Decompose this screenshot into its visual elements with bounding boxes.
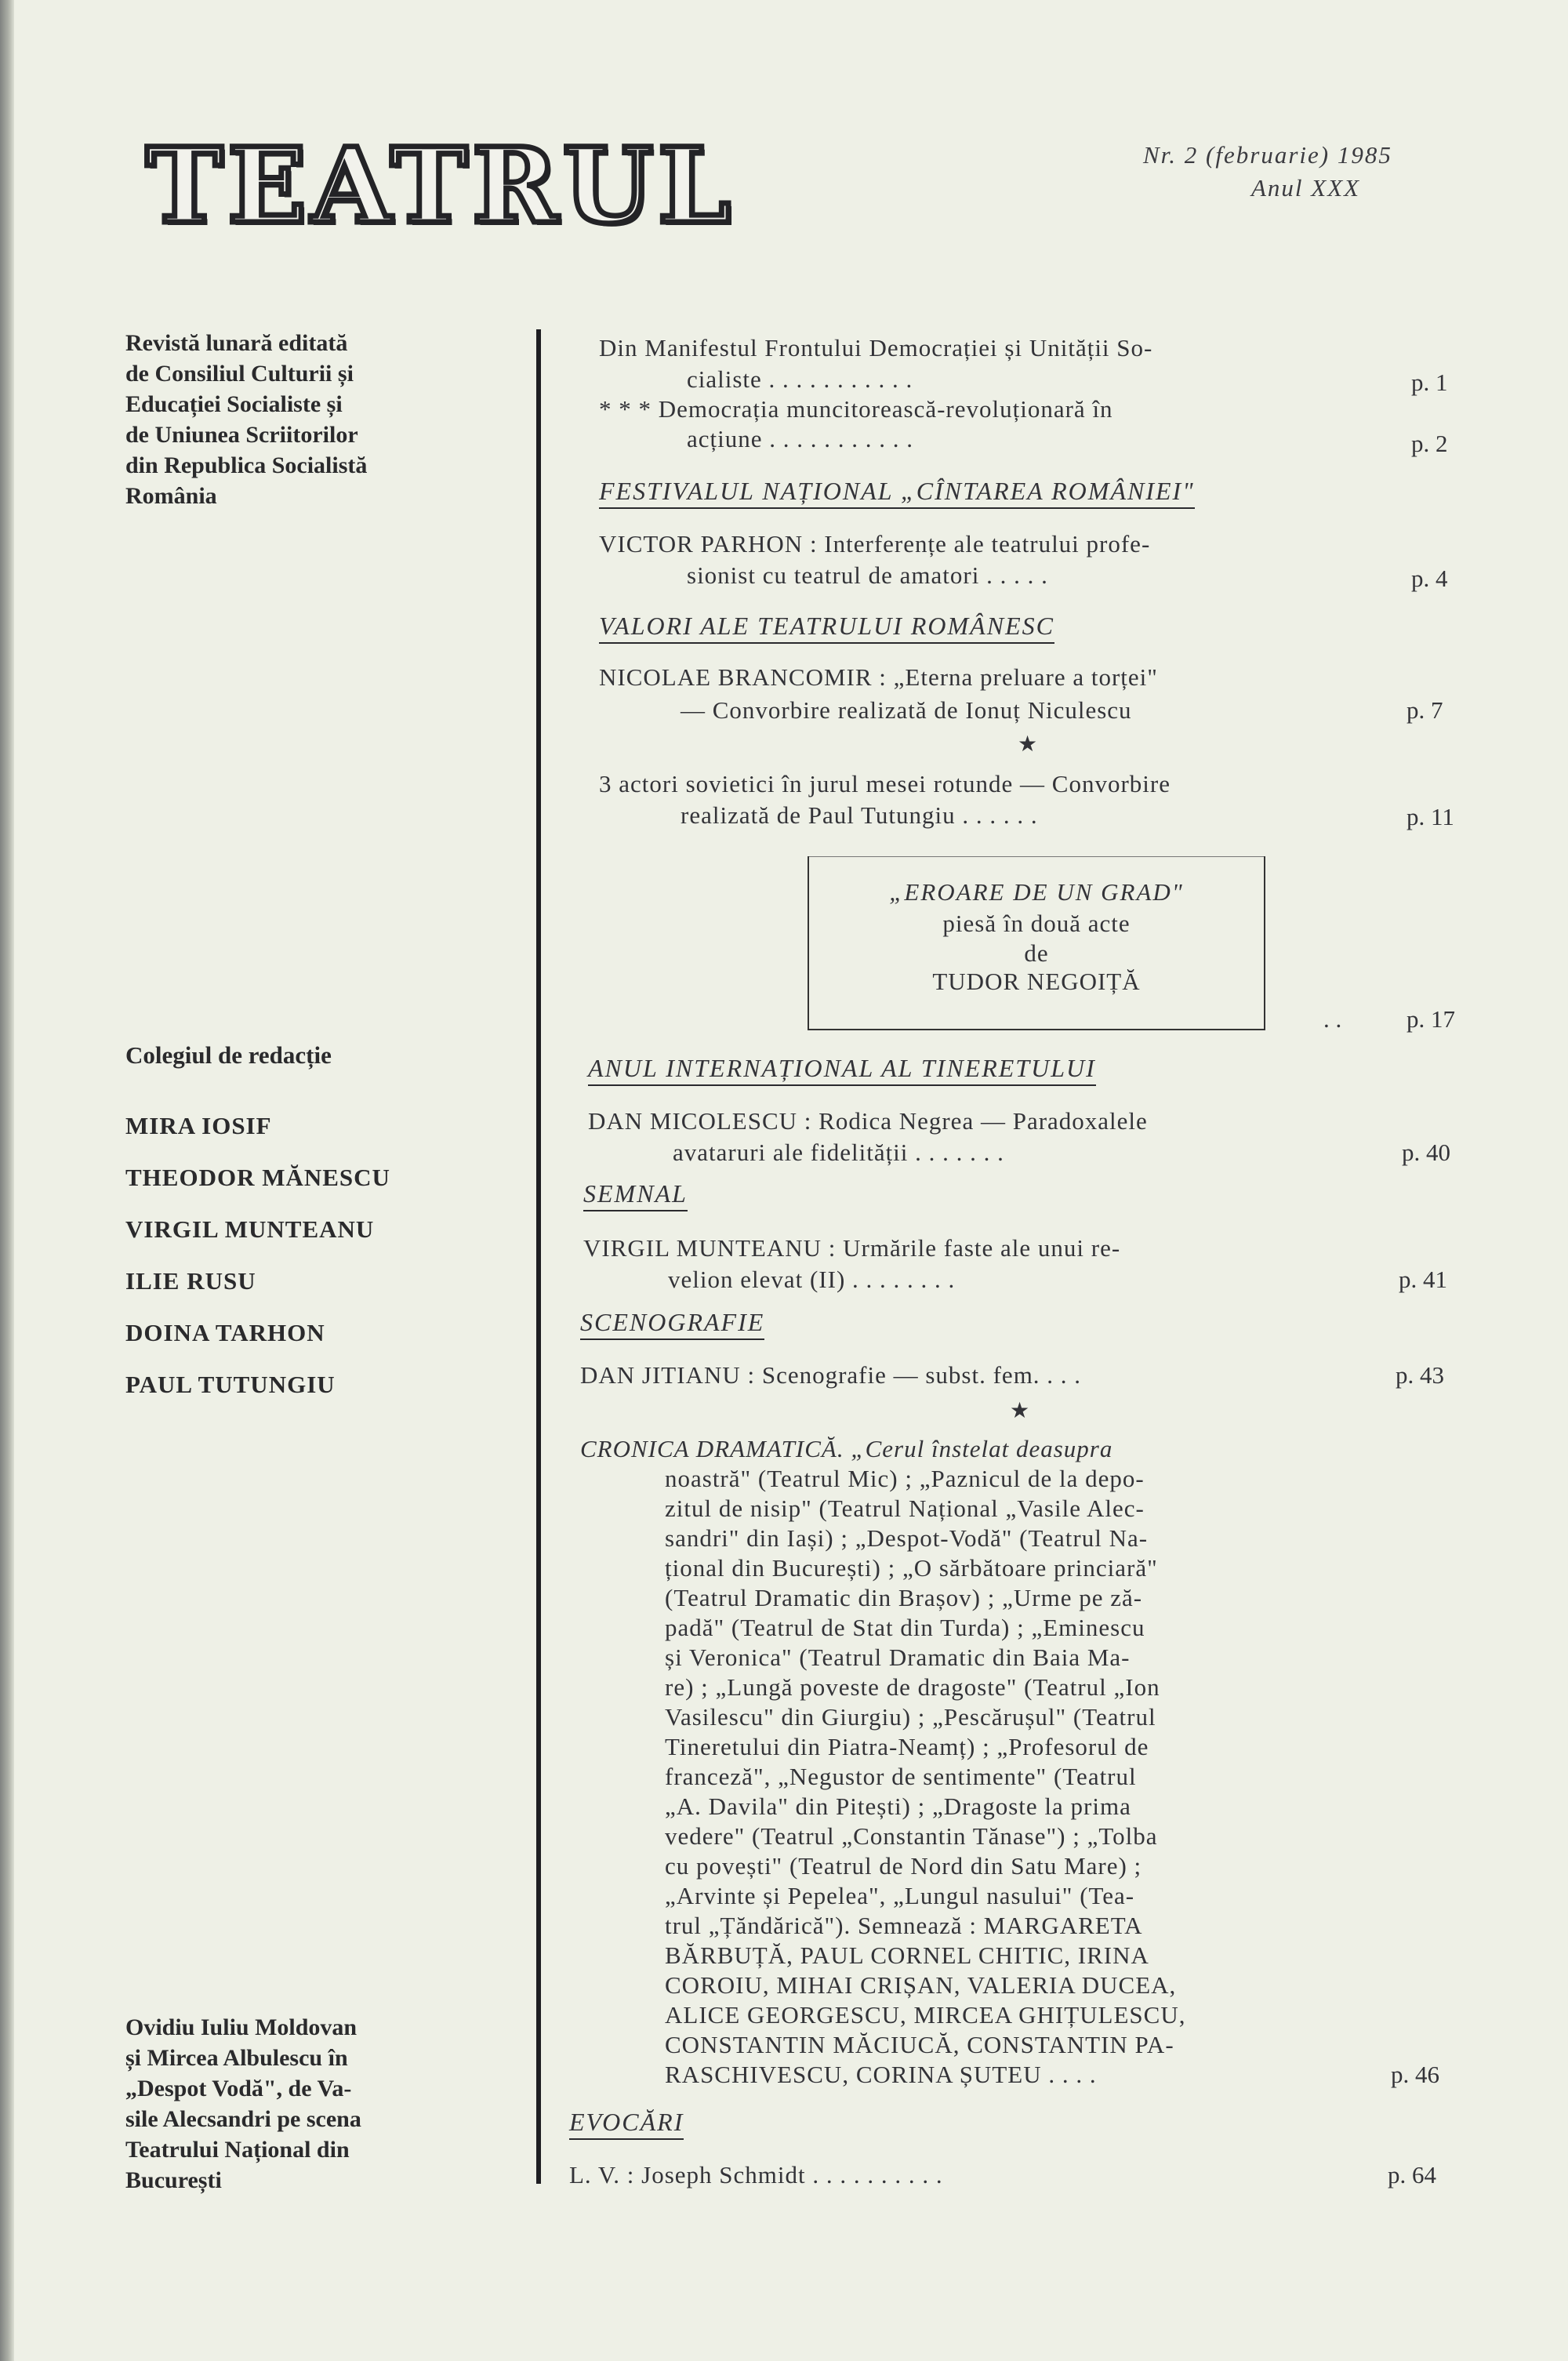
toc-entry-line: Vasilescu" din Giurgiu) ; „Pescărușul" (Teatrul — [665, 1703, 1156, 1731]
star-separator: ★ — [1010, 1399, 1030, 1423]
toc-page-number: p. 41 — [1399, 1266, 1447, 1293]
publisher-line: din Republica Socialistă — [125, 452, 368, 478]
toc-entry-line: RASCHIVESCU, CORINA ȘUTEU . . . . — [665, 2061, 1097, 2088]
section-heading: SEMNAL — [583, 1179, 688, 1211]
publisher-line: Revistă lunară editată — [125, 330, 348, 356]
publisher-line: Educației Socialiste și — [125, 391, 343, 417]
section-heading: SCENOGRAFIE — [580, 1308, 764, 1340]
publisher-line: de Consiliul Culturii și — [125, 361, 354, 387]
toc-entry-line: — Convorbire realizată de Ionuț Niculescu — [681, 696, 1132, 724]
toc-entry-line: 3 actori sovietici în jurul mesei rotunde — Convorbire — [599, 770, 1171, 797]
toc-entry-line: * * * Democrația muncitorească-revoluționară în — [599, 395, 1113, 423]
toc-entry-line: VIRGIL MUNTEANU : Urmările faste ale unui re- — [583, 1234, 1121, 1262]
box-top-rule — [809, 856, 1264, 857]
toc-page-number: p. 11 — [1406, 803, 1454, 830]
toc-entry-line: L. V. : Joseph Schmidt . . . . . . . . . . — [569, 2161, 943, 2188]
issue-year: Anul XXX — [1251, 174, 1361, 202]
toc-page-number: p. 2 — [1411, 430, 1448, 457]
toc-page-number: p. 7 — [1406, 696, 1443, 724]
toc-page-number: p. 40 — [1402, 1139, 1450, 1166]
publisher-line: de Uniunea Scriitorilor — [125, 422, 358, 448]
masthead-title: TEATRUL — [146, 125, 735, 247]
toc-entry-line: sionist cu teatrul de amatori . . . . . — [687, 561, 1048, 589]
play-by: de — [1024, 939, 1049, 967]
toc-entry-line: padă" (Teatrul de Stat din Turda) ; „Eminescu — [665, 1614, 1145, 1641]
toc-entry-line: avataruri ale fidelității . . . . . . . — [673, 1139, 1004, 1166]
toc-entry-line: zitul de nisip" (Teatrul Național „Vasile Alec- — [665, 1495, 1145, 1522]
section-heading: VALORI ALE TEATRULUI ROMÂNESC — [599, 612, 1054, 644]
toc-entry-line: BĂRBUȚĂ, PAUL CORNEL CHITIC, IRINA — [665, 1941, 1149, 1969]
editorial-board-list — [125, 1112, 517, 1422]
toc-entry-line: velion elevat (II) . . . . . . . . — [668, 1266, 956, 1293]
scan-edge — [0, 0, 14, 2361]
board-member: VIRGIL MUNTEANU — [125, 1215, 375, 1243]
toc-page-number: p. 46 — [1391, 2061, 1439, 2088]
toc-entry-line: acțiune . . . . . . . . . . . — [687, 425, 914, 452]
toc-entry-line: CONSTANTIN MĂCIUCĂ, CONSTANTIN PA- — [665, 2031, 1174, 2058]
section-heading: FESTIVALUL NAȚIONAL „CÎNTAREA ROMÂNIEI" — [599, 477, 1195, 509]
toc-entry-line: VICTOR PARHON : Interferențe ale teatrului profe- — [599, 530, 1151, 558]
toc-entry-line: DAN JITIANU : Scenografie — subst. fem. . . . — [580, 1361, 1082, 1389]
toc-entry-line: realizată de Paul Tutungiu . . . . . . — [681, 801, 1038, 829]
toc-entry-line: Tineretului din Piatra-Neamț) ; „Profesorul de — [665, 1733, 1149, 1760]
toc-entry-line: Din Manifestul Frontului Democrației și Unității So- — [599, 334, 1153, 361]
board-member: PAUL TUTUNGIU — [125, 1371, 336, 1398]
play-title: „EROARE DE UN GRAD" — [889, 878, 1184, 906]
toc-entry-line: NICOLAE BRANCOMIR : „Eterna preluare a torței" — [599, 663, 1158, 691]
toc-dots: . . — [1323, 1005, 1342, 1033]
featured-play-box — [808, 856, 1265, 1030]
board-member: MIRA IOSIF — [125, 1112, 272, 1139]
caption-line: Teatrului Național din — [125, 2137, 350, 2163]
play-subtitle: piesă în două acte — [942, 910, 1131, 937]
toc-entry-line: „Arvinte și Pepelea", „Lungul nasului" (Tea- — [665, 1882, 1135, 1909]
editorial-board-title: Colegiul de redacție — [125, 1041, 332, 1069]
toc-entry-line: cu povești" (Teatrul de Nord din Satu Mare) ; — [665, 1852, 1142, 1880]
caption-line: „Despot Vodă", de Va- — [125, 2076, 352, 2101]
toc-entry-line: „A. Davila" din Pitești) ; „Dragoste la prima — [665, 1793, 1131, 1820]
caption-line: Ovidiu Iuliu Moldovan — [125, 2014, 358, 2040]
caption-line: sile Alecsandri pe scena — [125, 2106, 361, 2132]
board-member: THEODOR MĂNESCU — [125, 1164, 390, 1191]
toc-entry-line: sandri" din Iași) ; „Despot-Vodă" (Teatrul Na- — [665, 1524, 1149, 1552]
toc-entry-line: DAN MICOLESCU : Rodica Negrea — Paradoxalele — [588, 1107, 1148, 1135]
play-author: TUDOR NEGOIȚĂ — [932, 968, 1141, 995]
toc-page-number: p. 43 — [1396, 1361, 1444, 1389]
toc-page-number: p. 64 — [1388, 2161, 1436, 2188]
toc-entry-line: noastră" (Teatrul Mic) ; „Paznicul de la depo- — [665, 1465, 1145, 1492]
star-separator: ★ — [1018, 732, 1038, 757]
column-divider — [536, 329, 541, 2184]
caption-line: București — [125, 2167, 222, 2193]
toc-entry-line: re) ; „Lungă poveste de dragoste" (Teatrul „Ion — [665, 1673, 1160, 1701]
cover-photo-caption — [125, 2012, 502, 2196]
toc-page-number: p. 17 — [1406, 1005, 1455, 1033]
toc-entry-line: și Veronica" (Teatrul Dramatic din Baia Ma- — [665, 1644, 1131, 1671]
toc-entry-line: (Teatrul Dramatic din Brașov) ; „Urme pe ză- — [665, 1584, 1143, 1611]
toc-entry-line: ALICE GEORGESCU, MIRCEA GHIȚULESCU, — [665, 2001, 1186, 2029]
toc-page-number: p. 1 — [1411, 369, 1448, 396]
section-heading: ANUL INTERNAȚIONAL AL TINERETULUI — [588, 1054, 1096, 1086]
publisher-note — [125, 328, 502, 511]
caption-line: și Mircea Albulescu în — [125, 2045, 348, 2071]
board-member: ILIE RUSU — [125, 1267, 256, 1295]
toc-entry-line: CRONICA DRAMATICĂ. „Cerul înstelat deasupra — [580, 1435, 1113, 1462]
toc-entry-line: franceză", „Negustor de sentimente" (Teatrul — [665, 1763, 1137, 1790]
toc-entry-line: cialiste . . . . . . . . . . . — [687, 365, 913, 393]
issue-number: Nr. 2 (februarie) 1985 — [1143, 141, 1392, 169]
toc-entry-line: țional din București) ; „O sărbătoare princiară" — [665, 1554, 1158, 1582]
toc-entry-line: trul „Țăndărică"). Semnează : MARGARETA — [665, 1912, 1143, 1939]
board-member: DOINA TARHON — [125, 1319, 325, 1346]
toc-entry-line: vedere" (Teatrul „Constantin Tănase") ; „Tolba — [665, 1822, 1158, 1850]
toc-page-number: p. 4 — [1411, 565, 1448, 592]
publisher-line: România — [125, 483, 217, 509]
masthead-logo — [135, 125, 746, 247]
section-heading: EVOCĂRI — [569, 2108, 684, 2140]
toc-entry-line: COROIU, MIHAI CRIȘAN, VALERIA DUCEA, — [665, 1971, 1177, 1999]
